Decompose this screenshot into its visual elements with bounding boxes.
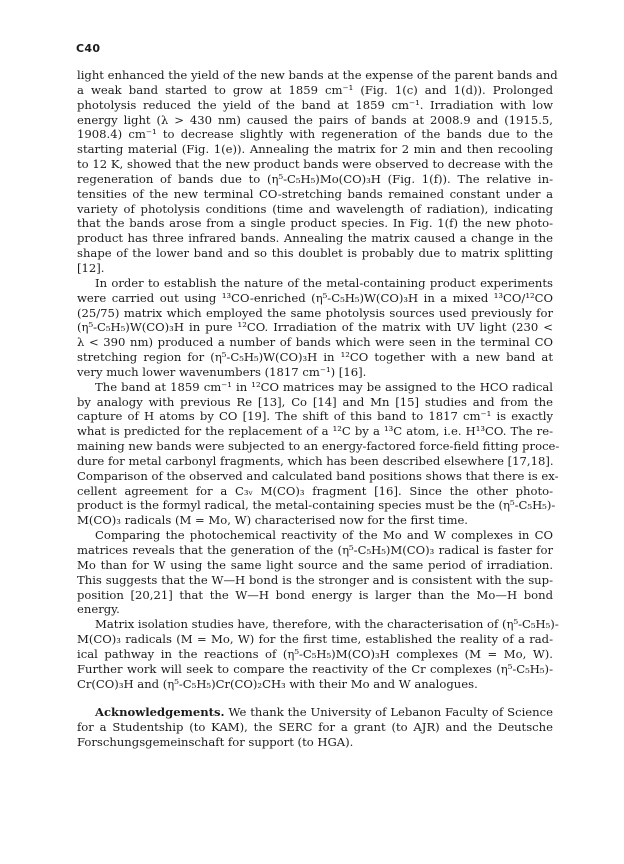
text-line: Further work will seek to compare the reactivity of the Cr complexes (η⁵-C₅H₅)- bbox=[77, 661, 553, 676]
article-body bbox=[77, 68, 560, 750]
text-line: Mo than for W using the same light source and the same period of irradiation. bbox=[77, 557, 553, 572]
text-line: variety of photolysis conditions (time and wavelength of radiation), indicating bbox=[77, 201, 553, 216]
text-line: In order to establish the nature of the metal-containing product experiments bbox=[95, 275, 553, 290]
text-line: energy. bbox=[77, 602, 120, 617]
text-line: capture of H atoms by CO [19]. The shift of this band to 1817 cm⁻¹ is exactly bbox=[77, 409, 553, 424]
text-line: were carried out using ¹³CO-enriched (η⁵-C₅H₅)W(CO)₃H in a mixed ¹³CO/¹²CO bbox=[77, 290, 553, 305]
text-line: a weak band started to grow at 1859 cm⁻¹ (Fig. 1(c) and 1(d)). Prolonged bbox=[77, 82, 553, 97]
text-line: by analogy with previous Re [13], Co [14] and Mn [15] studies and from the bbox=[77, 394, 553, 409]
text-line: (η⁵-C₅H₅)W(CO)₃H in pure ¹²CO. Irradiation of the matrix with UV light (230 < bbox=[77, 320, 553, 335]
text-line: This suggests that the W—H bond is the stronger and is consistent with the sup- bbox=[77, 572, 553, 587]
text-line: light enhanced the yield of the new bands at the expense of the parent bands and bbox=[77, 68, 558, 82]
page-number: C40 bbox=[76, 42, 101, 55]
text-line: starting material (Fig. 1(e)). Annealing the matrix for 2 min and then recooling bbox=[77, 142, 553, 157]
text-line: shape of the lower band and so this doublet is probably due to matrix splitting bbox=[77, 246, 553, 261]
text-line: λ < 390 nm) produced a number of bands which were seen in the terminal CO bbox=[77, 335, 553, 350]
text-line: [12]. bbox=[77, 260, 105, 275]
text-line: matrices reveals that the generation of the (η⁵-C₅H₅)M(CO)₃ radical is faster for bbox=[77, 543, 553, 557]
acknowledgements-title: Acknowledgements. bbox=[95, 705, 225, 720]
text-line: tensities of the new terminal CO-stretching bands remained constant under a bbox=[77, 186, 553, 201]
paragraph bbox=[77, 379, 560, 528]
acknowledgements-text: We thank the University of Lebanon Faculty of Science bbox=[224, 705, 553, 720]
text-line: stretching region for (η⁵-C₅H₅)W(CO)₃H in ¹²CO together with a new band at bbox=[77, 350, 553, 365]
text-line: M(CO)₃ radicals (M = Mo, W) for the first time, established the reality of a rad- bbox=[77, 632, 553, 647]
text-line: Comparison of the observed and calculated band positions shows that there is ex- bbox=[77, 468, 559, 483]
text-line: that the bands arose from a single product species. In Fig. 1(f) the new photo- bbox=[77, 216, 553, 231]
paragraph bbox=[77, 68, 558, 276]
text-line: Forschungsgemeinschaft for support (to HGA). bbox=[77, 735, 354, 750]
acknowledgements bbox=[77, 705, 553, 750]
text-line: maining new bands were subjected to an energy-factored force-field fitting proce- bbox=[77, 439, 560, 454]
text-line: for a Studentship (to KAM), the SERC for a grant (to AJR) and the Deutsche bbox=[77, 720, 553, 735]
text-line: energy light (λ > 430 nm) caused the pairs of bands at 2008.9 and (1915.5, bbox=[77, 112, 553, 127]
text-line: very much lower wavenumbers (1817 cm⁻¹) [16]. bbox=[77, 364, 367, 379]
text-line: product has three infrared bands. Annealing the matrix caused a change in the bbox=[77, 231, 553, 246]
paragraph bbox=[77, 528, 553, 617]
paragraph bbox=[77, 617, 559, 691]
text-line: what is predicted for the replacement of a ¹²C by a ¹³C atom, i.e. H¹³CO. The re- bbox=[77, 424, 553, 439]
text-line: position [20,21] that the W—H bond energy is larger than the Mo—H bond bbox=[77, 587, 553, 602]
text-line: photolysis reduced the yield of the band at 1859 cm⁻¹. Irradiation with low bbox=[77, 97, 553, 112]
text-line: ical pathway in the reactions of (η⁵-C₅H₅)M(CO)₃H complexes (M = Mo, W). bbox=[77, 646, 553, 661]
text-line: product is the formyl radical, the metal-containing species must be the (η⁵-C₅H₅)- bbox=[77, 498, 556, 513]
text-line: 1908.4) cm⁻¹ to decrease slightly with regeneration of the bands due to the bbox=[77, 127, 553, 142]
text-line: regeneration of bands due to (η⁵-C₅H₅)Mo(CO)₃H (Fig. 1(f)). The relative in- bbox=[77, 171, 553, 186]
text-line: Cr(CO)₃H and (η⁵-C₅H₅)Cr(CO)₂CH₃ with their Mo and W analogues. bbox=[77, 676, 478, 691]
text-line: The band at 1859 cm⁻¹ in ¹²CO matrices may be assigned to the HCO radical bbox=[95, 379, 553, 394]
text-line: to 12 K, showed that the new product bands were observed to decrease with the bbox=[77, 157, 553, 172]
text-line: cellent agreement for a C₃ᵥ M(CO)₃ fragment [16]. Since the other photo- bbox=[77, 483, 553, 498]
paragraph bbox=[77, 276, 553, 380]
text-line: (25/75) matrix which employed the same photolysis sources used previously for bbox=[77, 305, 553, 320]
text-line: dure for metal carbonyl fragments, which has been described elsewhere [17,18]. bbox=[77, 453, 554, 468]
text-line: M(CO)₃ radicals (M = Mo, W) characterised now for the first time. bbox=[77, 513, 468, 528]
text-line: Comparing the photochemical reactivity of the Mo and W complexes in CO bbox=[95, 528, 553, 543]
text-line: Matrix isolation studies have, therefore, with the characterisation of (η⁵-C₅H₅)- bbox=[95, 617, 559, 632]
section-gap bbox=[77, 691, 553, 705]
text-line bbox=[77, 705, 553, 720]
